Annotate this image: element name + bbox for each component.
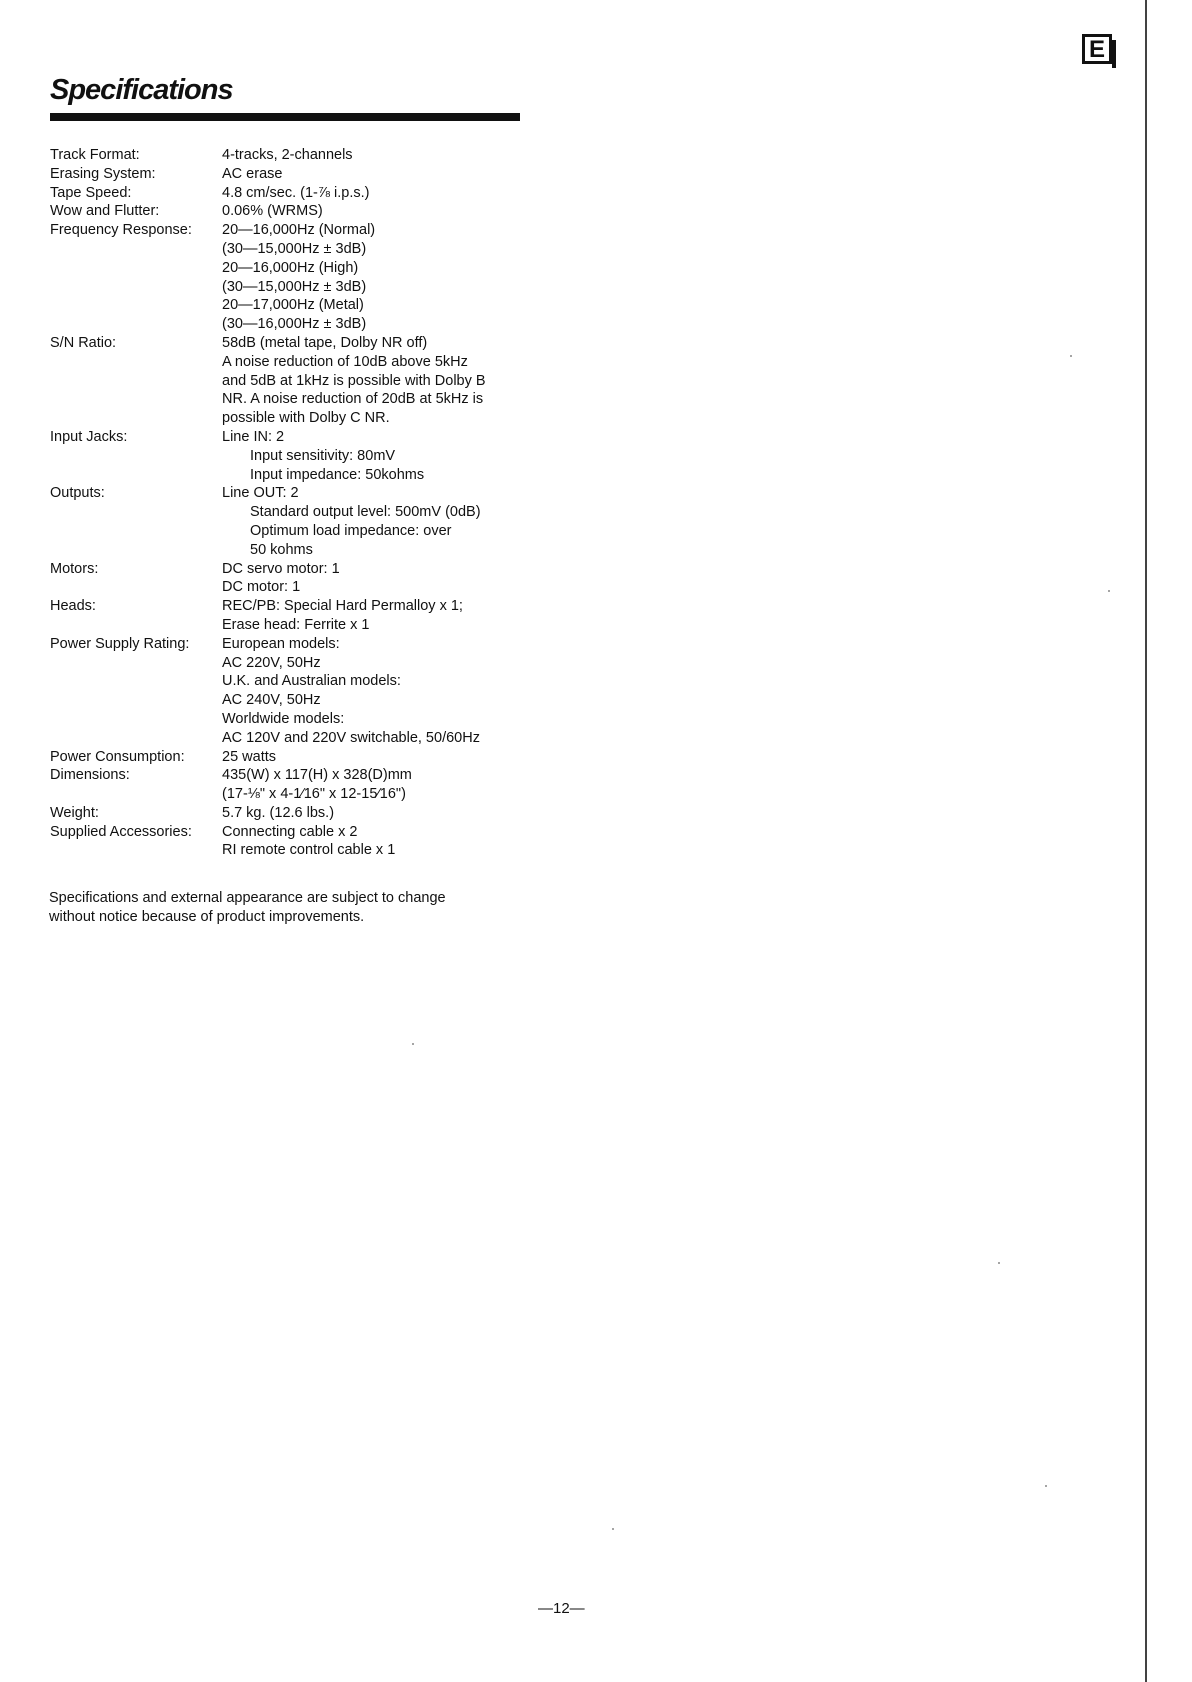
spec-value-line: NR. A noise reduction of 20dB at 5kHz is [222,391,484,408]
spec-value-line: Connecting cable x 2 [222,823,358,840]
spec-row [50,560,570,598]
spec-value-line: Line IN: 2 [222,428,285,445]
spec-value [222,202,570,221]
spec-value [222,748,570,767]
footnote [49,889,519,927]
spec-value [222,428,570,484]
page-number: —12— [538,1600,585,1617]
spec-value [222,221,570,334]
spec-value-line: 20—16,000Hz (Normal) [222,222,376,239]
spec-value [222,766,570,804]
spec-value [222,804,570,823]
spec-value-line: 50 kohms [250,541,313,558]
spec-row [50,221,570,334]
spec-value-line: (30—15,000Hz ± 3dB) [222,240,367,257]
spec-row [50,804,570,823]
spec-value-line: A noise reduction of 10dB above 5kHz [222,353,468,370]
spec-label: Power Supply Rating: [50,635,190,652]
scan-speck [998,1262,1000,1264]
spec-value-line: Optimum load impedance: over [250,522,452,539]
spec-value-line: AC erase [222,165,283,182]
footnote-line: without notice because of product improvements. [49,909,365,925]
spec-row [50,635,570,748]
spec-label: Supplied Accessories: [50,823,192,840]
spec-value-line: DC motor: 1 [222,579,301,596]
spec-row [50,823,570,861]
spec-row [50,484,570,559]
spec-label: Power Consumption: [50,748,185,765]
spec-value [222,146,570,165]
spec-value [222,484,570,559]
spec-value-line: RI remote control cable x 1 [222,842,396,859]
spec-label: Track Format: [50,147,140,163]
spec-label: Dimensions: [50,767,130,784]
spec-value-line: Erase head: Ferrite x 1 [222,616,370,633]
scan-speck [1070,355,1072,357]
spec-label: Weight: [50,804,99,821]
spec-value-line: U.K. and Australian models: [222,673,401,690]
spec-value [222,184,570,203]
spec-value-line: 25 watts [222,748,276,765]
spec-value-line: Worldwide models: [222,710,345,727]
spec-value-line: Input sensitivity: 80mV [250,447,396,464]
spec-row [50,766,570,804]
spec-row [50,748,570,767]
spec-value-line: and 5dB at 1kHz is possible with Dolby B [222,372,486,389]
spec-value-line: (30—16,000Hz ± 3dB) [222,316,367,333]
spec-value [222,635,570,748]
spec-value-line: 5.7 kg. (12.6 lbs.) [222,804,335,821]
scan-speck [612,1528,614,1530]
spec-label: Heads: [50,598,96,615]
spec-value-line: AC 220V, 50Hz [222,654,321,671]
spec-label: Input Jacks: [50,428,128,445]
spec-value-line: Standard output level: 500mV (0dB) [250,504,481,521]
spec-value-line: possible with Dolby C NR. [222,410,390,427]
spec-value-line: AC 120V and 220V switchable, 50/60Hz [222,729,480,746]
spec-value-line: AC 240V, 50Hz [222,692,321,709]
spec-row [50,146,570,165]
spec-label: Wow and Flutter: [50,203,160,220]
spec-row [50,165,570,184]
spec-value [222,560,570,598]
spec-label: Erasing System: [50,165,156,182]
spec-table [50,146,570,860]
spec-value-line: (17-⅛" x 4-1⁄16" x 12-15⁄16") [222,786,406,803]
spec-row [50,202,570,221]
page-edge [1145,0,1147,1682]
spec-value-line: 4.8 cm/sec. (1-⅞ i.p.s.) [222,184,370,201]
spec-row [50,428,570,484]
spec-label: Frequency Response: [50,222,192,239]
scan-speck [1108,590,1110,592]
spec-value-line: European models: [222,635,340,652]
spec-row [50,334,570,428]
spec-value-line: REC/PB: Special Hard Permalloy x 1; [222,598,463,615]
spec-label: S/N Ratio: [50,334,117,351]
spec-value-line: 0.06% (WRMS) [222,203,323,220]
spec-value [222,165,570,184]
spec-value-line: (30—15,000Hz ± 3dB) [222,278,367,295]
footnote-line: Specifications and external appearance are subject to change [49,890,446,906]
spec-value-line: 20—17,000Hz (Metal) [222,297,364,314]
spec-table-body [50,146,570,860]
spec-value [222,597,570,635]
spec-value-line: 435(W) x 117(H) x 328(D)mm [222,767,412,784]
spec-row [50,184,570,203]
spec-value-line: 58dB (metal tape, Dolby NR off) [222,334,428,351]
spec-value [222,823,570,861]
language-badge: E [1082,34,1112,64]
spec-value [222,334,570,428]
spec-value-line: Line OUT: 2 [222,485,299,502]
scan-speck [1045,1485,1047,1487]
page-title: Specifications [50,74,233,106]
spec-value-line: 4-tracks, 2-channels [222,147,353,163]
scan-speck [412,1043,414,1045]
spec-row [50,597,570,635]
spec-value-line: DC servo motor: 1 [222,560,340,577]
spec-label: Outputs: [50,485,105,502]
spec-value-line: 20—16,000Hz (High) [222,259,359,276]
title-rule [50,113,520,121]
spec-label: Tape Speed: [50,184,132,201]
spec-label: Motors: [50,560,99,577]
spec-value-line: Input impedance: 50kohms [250,466,425,483]
